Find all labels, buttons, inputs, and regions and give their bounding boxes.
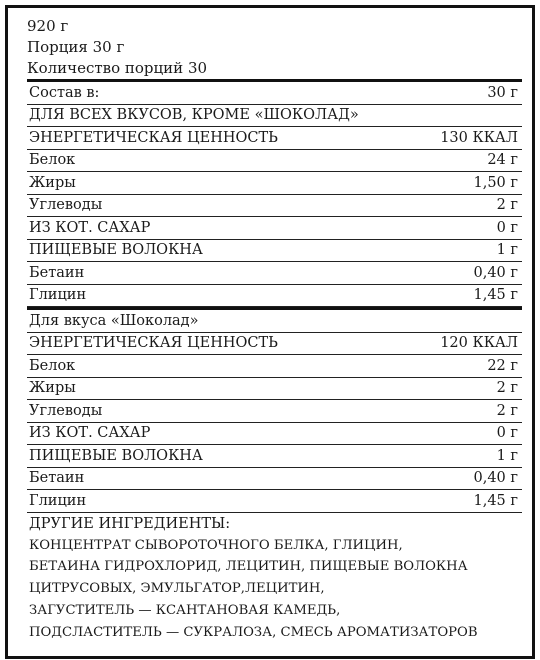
nutrient-name: ПИЩЕВЫЕ ВОЛОКНА	[29, 242, 203, 259]
nutrient-row	[27, 423, 522, 446]
ingredients-line: КОНЦЕНТРАТ СЫВОРОТОЧНОГО БЕЛКА, ГЛИЦИН,	[29, 537, 403, 553]
nutrient-name: Белок	[29, 357, 76, 374]
nutrient-value: 1,45 г	[473, 492, 518, 509]
nutrient-name: ЭНЕРГЕТИЧЕСКАЯ ЦЕННОСТЬ	[29, 335, 278, 352]
section-all-title-text: ДЛЯ ВСЕХ ВКУСОВ, КРОМЕ «ШОКОЛАД»	[29, 107, 359, 124]
nutrient-name: Жиры	[29, 174, 76, 191]
nutrient-name: Глицин	[29, 287, 87, 304]
ingredients-line: ЦИТРУСОВЫХ, ЭМУЛЬГАТОР,ЛЕЦИТИН,	[29, 581, 325, 597]
nutrient-row	[27, 378, 522, 401]
nutrient-row	[27, 333, 522, 356]
composition-row	[27, 79, 522, 105]
servings-count: Количество порций 30	[27, 59, 208, 77]
nutrient-value: 0,40 г	[473, 264, 518, 281]
composition-label: Состав в:	[29, 84, 100, 101]
nutrient-value: 22 г	[487, 357, 518, 374]
nutrient-row	[27, 217, 522, 240]
nutrient-value: 2 г	[496, 197, 518, 214]
nutrient-row	[27, 150, 522, 173]
package-weight: 920 г	[27, 17, 69, 35]
section-all-title	[27, 105, 522, 128]
nutrient-value: 0,40 г	[473, 470, 518, 487]
section-choc-title-text: Для вкуса «Шоколад»	[29, 312, 199, 329]
nutrient-value: 1,50 г	[473, 174, 518, 191]
nutrient-row	[27, 262, 522, 285]
nutrient-row	[27, 400, 522, 423]
nutrient-value: 1,45 г	[473, 287, 518, 304]
nutrient-value: 120 ККАЛ	[440, 335, 518, 352]
nutrient-value: 2 г	[496, 402, 518, 419]
section-choc-title	[27, 307, 522, 333]
nutrient-row	[27, 127, 522, 150]
ingredients-title: ДРУГИЕ ИНГРЕДИЕНТЫ:	[29, 515, 231, 532]
nutrient-name: Углеводы	[29, 402, 103, 419]
nutrition-label	[5, 5, 535, 659]
nutrient-name: ИЗ КОТ. САХАР	[29, 425, 151, 442]
label-content	[27, 16, 522, 643]
nutrient-name: Глицин	[29, 492, 87, 509]
nutrient-name: ПИЩЕВЫЕ ВОЛОКНА	[29, 447, 203, 464]
nutrient-name: Жиры	[29, 380, 76, 397]
nutrient-row	[27, 172, 522, 195]
nutrient-name: Бетаин	[29, 470, 85, 487]
nutrient-name: Углеводы	[29, 197, 103, 214]
ingredients-line: ЗАГУСТИТЕЛЬ — КСАНТАНОВАЯ КАМЕДЬ,	[29, 602, 341, 618]
composition-amount: 30 г	[487, 84, 518, 101]
serving-size: Порция 30 г	[27, 38, 125, 56]
nutrient-value: 2 г	[496, 380, 518, 397]
nutrient-value: 130 ККАЛ	[440, 129, 518, 146]
nutrient-row	[27, 285, 522, 308]
ingredients-line: ПОДСЛАСТИТЕЛЬ — СУКРАЛОЗА, СМЕСЬ АРОМАТИЗАТОРОВ	[29, 624, 478, 640]
nutrient-name: Белок	[29, 152, 76, 169]
nutrient-row	[27, 240, 522, 263]
nutrient-name: Бетаин	[29, 264, 85, 281]
nutrient-value: 1 г	[496, 447, 518, 464]
nutrient-name: ИЗ КОТ. САХАР	[29, 219, 151, 236]
nutrient-row	[27, 490, 522, 513]
nutrient-name: ЭНЕРГЕТИЧЕСКАЯ ЦЕННОСТЬ	[29, 129, 278, 146]
nutrient-row	[27, 468, 522, 491]
nutrient-row	[27, 445, 522, 468]
nutrient-value: 0 г	[496, 219, 518, 236]
nutrient-value: 0 г	[496, 425, 518, 442]
ingredients-line: БЕТАИНА ГИДРОХЛОРИД, ЛЕЦИТИН, ПИЩЕВЫЕ ВОЛОКНА	[29, 559, 468, 575]
nutrient-row	[27, 355, 522, 378]
nutrient-value: 1 г	[496, 242, 518, 259]
nutrient-value: 24 г	[487, 152, 518, 169]
nutrient-row	[27, 195, 522, 218]
